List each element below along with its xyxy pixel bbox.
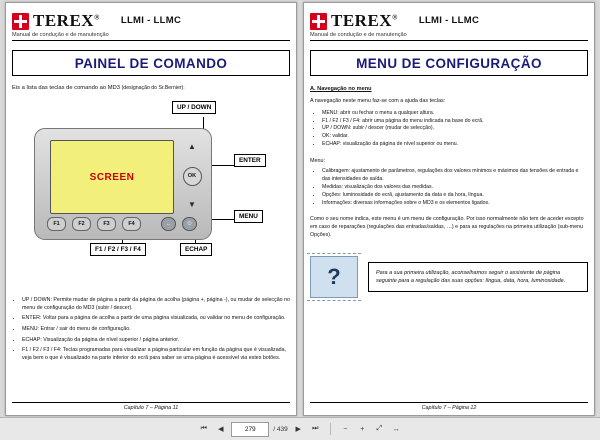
next-page-button[interactable]: ▶ — [292, 423, 305, 436]
header-divider — [310, 40, 588, 41]
list-item: • UP / DOWN: Permite mudar de página a partir da página de acolha (página +, página -), ou mudar de selecção no menu de configuração do MD3 (subir / descer). — [22, 297, 290, 312]
console-navigation-pad — [181, 143, 203, 209]
console-f2-button[interactable]: F2 — [72, 217, 91, 231]
intro-paragraph — [12, 85, 290, 91]
callout-menu: MENU — [234, 210, 263, 223]
page-footer-left: Capítulo 7 – Página 11 — [12, 402, 290, 411]
brand-registered-mark: ® — [392, 13, 398, 22]
down-arrow-icon[interactable]: ▼ — [188, 200, 196, 209]
console-menu-button[interactable]: ⏻ — [182, 217, 197, 231]
brand-registered-mark: ® — [94, 13, 100, 22]
tip-text: Para a sua primeira utilização, aconselhamos seguir o assistente de página seguinte para a regulação das suas opções: língua, data, hora, luminosidade. — [368, 262, 588, 293]
list-item: • Opções: luminosidade do ecrã, ajustamento da data e da hora, língua. — [322, 191, 588, 199]
callout-function-keys: F1 / F2 / F3 / F4 — [90, 243, 146, 256]
header-model-title: LLMI - LLMC — [418, 15, 480, 26]
list-item: • UP / DOWN: subir / descer (mudar de selecção). — [322, 125, 588, 133]
console-f4-button[interactable]: F4 — [122, 217, 141, 231]
control-panel-illustration — [12, 95, 290, 291]
console-screen-label: SCREEN — [89, 171, 135, 183]
list-item: • MENU: Entrar / sair do menu de configuração. — [22, 326, 290, 334]
callout-updown: UP / DOWN — [172, 101, 216, 114]
navigation-keys-list — [322, 110, 588, 149]
list-item: • ENTER: Voltar para a página de acolha a partir de uma página visualizada, ou validar no menu de configuração. — [22, 315, 290, 323]
zoom-in-button[interactable]: + — [356, 423, 369, 436]
section-title-box — [310, 50, 588, 76]
list-item: • Calibragem: ajustamento de parâmetros, regulações dos valores mínimos e máximos das tensões de entrada e das intensidades de saída. — [322, 167, 588, 183]
callout-enter: ENTER — [234, 154, 266, 167]
header-divider — [12, 40, 290, 41]
menu-entries-list — [322, 167, 588, 207]
console-escape-button[interactable]: ← — [161, 217, 176, 231]
question-mark-icon: ? — [310, 256, 358, 298]
section-title: PAINEL DE COMANDO — [74, 55, 228, 71]
list-item: • MENU: abrir ou fechar o menu a qualquer altura. — [322, 110, 588, 118]
callout-echap: ECHAP — [180, 243, 212, 256]
previous-page-button[interactable]: ◀ — [214, 423, 227, 436]
navigation-intro: A navegação neste menu faz-se com a ajuda das teclas: — [310, 98, 446, 104]
first-page-button[interactable]: ⏮ — [197, 423, 210, 436]
pdf-toolbar — [0, 417, 600, 440]
console-ok-button[interactable]: OK — [183, 167, 202, 186]
section-title-box — [12, 50, 290, 76]
list-item: • ECHAP: Visualização da página de nível superior / página anterior. — [22, 337, 290, 345]
configuration-note: Como o seu nome indica, este menu é um menu de configuração. Por isso normalmente não tem de aceder excepto em caso de reparações (regulações das entradas/saídas, …) e para as regulações na primeira utilização (sub-menu Opções). — [310, 216, 584, 238]
console-f3-button[interactable]: F3 — [97, 217, 116, 231]
page-header-left — [12, 9, 290, 43]
toolbar-divider — [330, 423, 331, 435]
page-header-right — [310, 9, 588, 43]
page-left[interactable] — [5, 2, 297, 416]
list-item: • Medidas: visualização dos valores das medidas. — [322, 183, 588, 191]
intro-text: Eis a lista das teclas de comando ao MD3 — [12, 85, 120, 91]
console-screen — [50, 140, 174, 214]
list-item: • ECHAP: visualização da página de nível superior ou menu. — [322, 141, 588, 149]
header-model-title: LLMI - LLMC — [120, 15, 182, 26]
console-f1-button[interactable]: F1 — [47, 217, 66, 231]
brand-name: TEREX — [33, 11, 95, 30]
console-function-button-row — [47, 217, 197, 231]
page-number-input[interactable]: 279 — [231, 422, 269, 437]
section-title: MENU DE CONFIGURAÇÃO — [356, 55, 542, 71]
list-item: • F1 / F2 / F3 / F4: abrir uma página do menu indicada na base do ecrã. — [322, 118, 588, 126]
header-subtitle: Manual de condução e de manutenção — [310, 32, 407, 38]
list-item: • OK: validar. — [322, 133, 588, 141]
md3-console — [34, 128, 212, 240]
list-item: • Informações: diversas informações sobre o MD3 e os elementos ligados. — [322, 199, 588, 207]
fit-width-button[interactable]: ↔ — [390, 423, 403, 436]
list-item: • F1 / F2 / F3 / F4: Teclas programadas para visualizar a página particular em função da página que é visualizada, veja bem o que é visualizado na parte inferior do ecrã para saber se uma página é acessível via estes botões. — [22, 347, 290, 362]
subsection-heading: A. Navegação no menu — [310, 86, 372, 92]
tip-callout — [310, 256, 588, 298]
zoom-out-button[interactable]: − — [339, 423, 352, 436]
key-description-list — [22, 297, 290, 363]
menu-heading: Menu: — [310, 157, 325, 164]
page-footer-right: Capítulo 7 – Página 12 — [310, 402, 588, 411]
up-arrow-icon[interactable]: ▲ — [188, 142, 196, 151]
page-right[interactable] — [303, 2, 595, 416]
last-page-button[interactable]: ⏭ — [309, 423, 322, 436]
header-subtitle: Manual de condução e de manutenção — [12, 32, 109, 38]
total-pages-label: / 439 — [273, 425, 288, 433]
intro-paren: (designação do Sr.Bernier): — [121, 85, 185, 91]
brand-name: TEREX — [331, 11, 393, 30]
fit-page-button[interactable]: ⤢ — [373, 423, 386, 436]
